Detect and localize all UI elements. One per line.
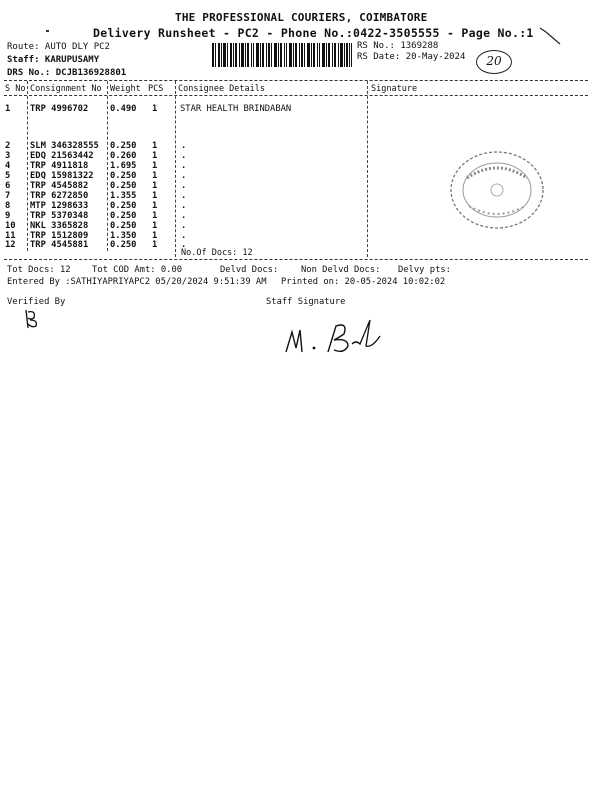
row-pcs: 1 [152,240,158,250]
row-sno: 4 [5,161,11,171]
row-weight: 0.250 [110,141,137,151]
row-weight: 0.250 [110,171,137,181]
table-row [0,104,600,115]
drs-number: DRS No.: DCJB136928801 [7,68,127,78]
row-consignment: TRP 6272850 [30,191,89,201]
verifier-signature [20,306,50,332]
row-details: STAR HEALTH BRINDABAN [180,104,292,114]
courier-stamp [447,148,547,232]
row-pcs: 1 [152,151,158,161]
row-weight: 1.355 [110,191,137,201]
row-details: . [181,151,187,161]
total-cod-amount: Tot COD Amt: 0.00 [92,265,183,275]
check-mark-icon [538,24,564,46]
circled-note [476,50,512,74]
row-sno: 10 [5,221,16,231]
row-pcs: 1 [152,171,158,181]
row-pcs: 1 [152,211,158,221]
circled-note-text: 20 [486,54,502,68]
row-pcs: 1 [152,161,158,171]
col-consignment: Consignment No [30,84,102,94]
row-pcs: 1 [152,221,158,231]
entered-by: Entered By :SATHIYAPRIYAPC2 05/20/2024 9:51:39 AM [7,277,267,287]
non-delivered-docs: Non Delvd Docs: [301,265,381,275]
col-sno: S No [5,84,26,94]
verified-by-label: Verified By [7,297,66,307]
row-weight: 0.250 [110,211,137,221]
table-header [0,84,600,95]
row-details: . [181,171,187,181]
rs-number: RS No.: 1369288 [357,41,439,51]
row-weight: 1.695 [110,161,137,171]
col-consignee: Consignee Details [178,84,265,94]
row-consignment: EDQ 21563442 [30,151,94,161]
row-pcs: 1 [152,191,158,201]
col-weight: Weight [110,84,141,94]
staff-signature [282,318,386,360]
row-consignment: SLM 346328555 [30,141,99,151]
row-pcs: 1 [152,201,158,211]
row-details: . [181,211,187,221]
row-consignment: EDQ 15981322 [30,171,94,181]
no-of-docs: No.Of Docs: 12 [181,248,253,258]
row-sno: 12 [5,240,16,250]
delivery-points: Delvy pts: [398,265,451,275]
row-consignment: TRP 5370348 [30,211,89,221]
col-pcs: PCS [148,84,164,94]
runsheet-title: Delivery Runsheet - PC2 - Phone No.:0422-3505555 - Page No.:1 [93,26,534,40]
row-details: . [181,201,187,211]
staff-label: Staff: KARUPUSAMY [7,55,100,65]
row-sno: 2 [5,141,11,151]
row-pcs: 1 [152,141,158,151]
row-sno: 6 [5,181,11,191]
delivered-docs: Delvd Docs: [220,265,279,275]
row-consignment: TRP 1512809 [30,231,89,241]
row-pcs: 1 [152,104,158,114]
row-sno: 5 [5,171,11,181]
footer-rule [4,259,588,260]
header-bottom-rule [4,95,588,96]
row-consignment: TRP 4545882 [30,181,89,191]
row-sno: 11 [5,231,16,241]
row-details: . [181,231,187,241]
row-weight: 0.260 [110,151,137,161]
row-details: . [181,161,187,171]
row-sno: 8 [5,201,11,211]
row-consignment: TRP 4996702 [30,104,89,114]
row-consignment: TRP 4911818 [30,161,89,171]
route-label: Route: AUTO DLY PC2 [7,42,110,52]
row-details: . [181,191,187,201]
row-consignment: TRP 4545881 [30,240,89,250]
row-details: . [181,240,187,250]
total-docs: Tot Docs: 12 [7,265,71,275]
barcode [212,43,352,67]
row-consignment: NKL 3365828 [30,221,89,231]
row-weight: 1.350 [110,231,137,241]
row-sno: 9 [5,211,11,221]
company-title: THE PROFESSIONAL COURIERS, COIMBATORE [175,11,428,24]
header-top-rule [4,80,588,81]
row-weight: 0.250 [110,181,137,191]
row-pcs: 1 [152,231,158,241]
col-signature: Signature [371,84,418,94]
row-sno: 1 [5,104,11,114]
printed-on: Printed on: 20-05-2024 10:02:02 [281,277,446,287]
row-weight: 0.250 [110,201,137,211]
row-details: . [181,181,187,191]
staff-signature-label: Staff Signature [266,297,346,307]
row-sno: 7 [5,191,11,201]
row-weight: 0.250 [110,221,137,231]
row-details: . [181,141,187,151]
dot-mark [46,30,49,32]
row-pcs: 1 [152,181,158,191]
table-row [0,240,600,251]
row-weight: 0.490 [110,104,137,114]
row-weight: 0.250 [110,240,137,250]
row-sno: 3 [5,151,11,161]
row-consignment: MTP 1298633 [30,201,89,211]
rs-date: RS Date: 20-May-2024 [357,52,466,62]
row-details: . [181,221,187,231]
